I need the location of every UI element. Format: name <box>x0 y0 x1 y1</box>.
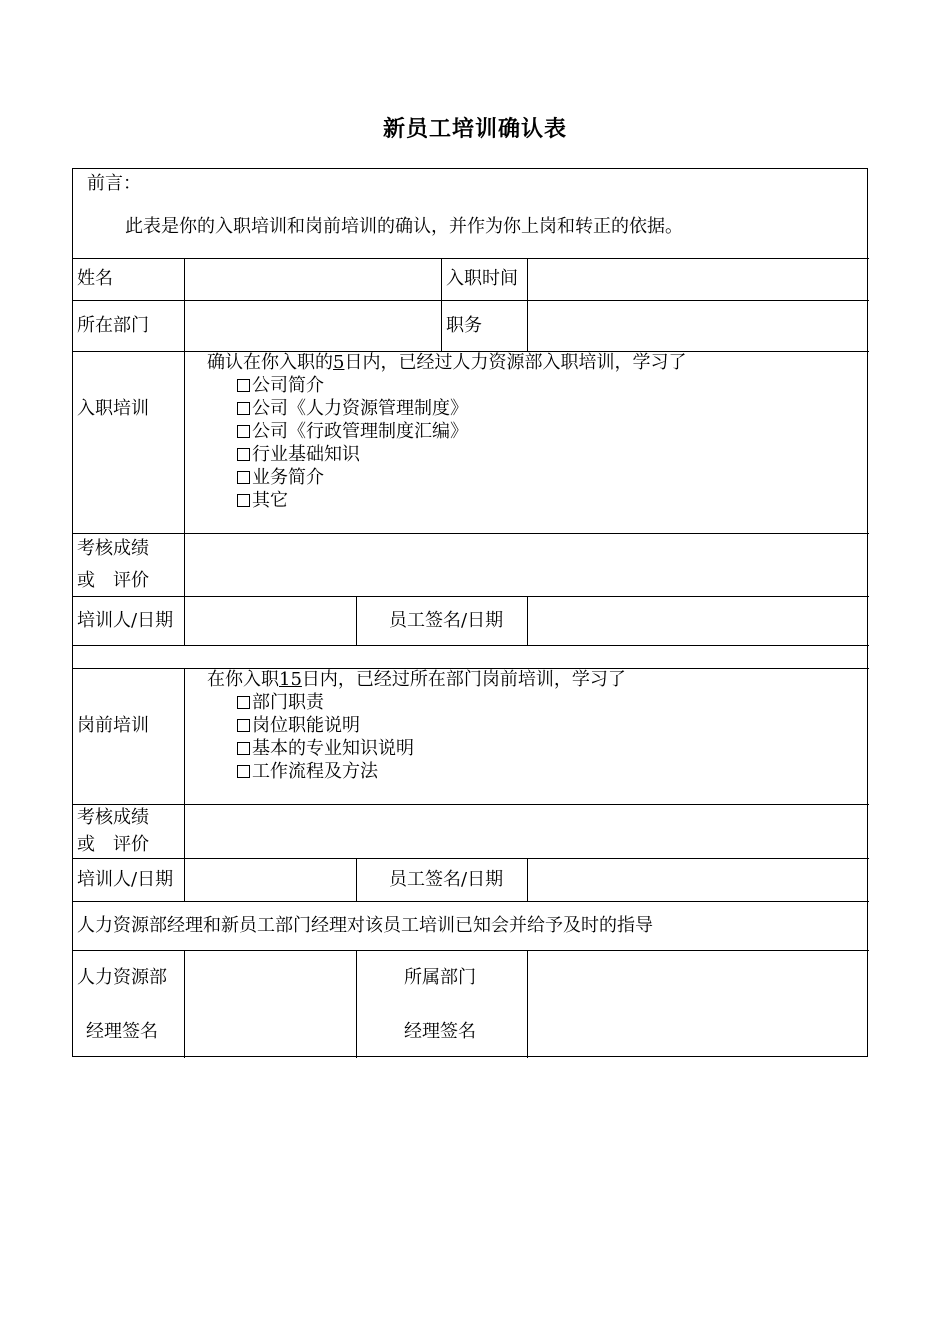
dept-manager-signature-field[interactable] <box>530 953 866 1055</box>
position-label: 职务 <box>446 315 482 336</box>
department-field[interactable] <box>187 303 439 349</box>
hr-manager-signature-field[interactable] <box>187 953 354 1055</box>
preface-label: 前言： <box>87 173 141 194</box>
onboarding-trainer-field[interactable] <box>187 599 354 643</box>
row-divider <box>73 258 869 259</box>
dept-manager-label-2: 经理签名 <box>404 1021 476 1042</box>
onboarding-intro-days: 5 <box>333 352 345 373</box>
preface-text: 此表是你的入职培训和岗前培训的确认，并作为你上岗和转正的依据。 <box>125 216 683 237</box>
onboarding-option[interactable]: 公司简介 <box>237 375 324 397</box>
column-divider <box>356 858 357 901</box>
preposition-employee-field[interactable] <box>530 861 866 899</box>
page-title: 新员工培训确认表 <box>382 117 567 142</box>
preposition-assessment-field[interactable] <box>187 807 866 856</box>
department-label: 所在部门 <box>77 315 149 336</box>
preposition-option[interactable]: 基本的专业知识说明 <box>237 738 414 760</box>
hire-date-label: 入职时间 <box>446 268 518 289</box>
row-divider <box>73 645 869 646</box>
hire-date-field[interactable] <box>530 261 866 298</box>
preposition-option[interactable]: 工作流程及方法 <box>237 761 378 783</box>
column-divider <box>527 258 528 351</box>
name-field[interactable] <box>187 261 439 298</box>
column-divider <box>527 858 528 901</box>
column-divider <box>441 258 442 351</box>
column-divider <box>356 950 357 1058</box>
onboarding-intro-pre: 确认在你入职的 <box>207 352 333 373</box>
onboarding-option[interactable]: 公司《行政管理制度汇编》 <box>237 421 468 443</box>
onboarding-intro-post: 日内，已经过人力资源部入职培训，学习了 <box>344 352 687 373</box>
onboarding-employee-field[interactable] <box>530 599 866 643</box>
column-divider <box>527 596 528 645</box>
row-divider <box>73 858 869 859</box>
row-divider <box>73 950 869 951</box>
preposition-option[interactable]: 岗位职能说明 <box>237 715 360 737</box>
preposition-assessment-label: 考核成绩 <box>77 807 149 828</box>
onboarding-assessment-label-2: 或 评价 <box>77 570 149 591</box>
onboarding-option[interactable]: 公司《人力资源管理制度》 <box>237 398 468 420</box>
onboarding-option[interactable]: 其它 <box>237 490 288 512</box>
column-divider <box>356 596 357 645</box>
onboarding-option[interactable]: 行业基础知识 <box>237 444 360 466</box>
checkbox-icon <box>237 448 250 461</box>
onboarding-option[interactable]: 业务简介 <box>237 467 324 489</box>
preposition-employee-label: 员工签名/日期 <box>389 869 504 890</box>
checkbox-icon <box>237 696 250 709</box>
onboarding-assessment-label: 考核成绩 <box>77 538 149 559</box>
checkbox-icon <box>237 742 250 755</box>
column-divider <box>527 950 528 1058</box>
checkbox-icon <box>237 402 250 415</box>
preposition-assessment-label-2: 或 评价 <box>77 834 149 855</box>
onboarding-trainer-label: 培训人/日期 <box>77 610 174 631</box>
preposition-intro-days: 15 <box>279 669 302 690</box>
column-divider <box>184 668 185 901</box>
preposition-option[interactable]: 部门职责 <box>237 692 324 714</box>
dept-manager-label: 所属部门 <box>404 967 476 988</box>
name-label: 姓名 <box>77 268 113 289</box>
column-divider <box>184 258 185 645</box>
checkbox-icon <box>237 471 250 484</box>
onboarding-intro <box>207 352 686 374</box>
checkbox-icon <box>237 494 250 507</box>
preposition-label: 岗前培训 <box>77 715 149 736</box>
column-divider <box>184 950 185 1058</box>
row-divider <box>73 300 869 301</box>
row-divider <box>73 901 869 902</box>
onboarding-employee-label: 员工签名/日期 <box>389 610 504 631</box>
checkbox-icon <box>237 719 250 732</box>
acknowledgement-text: 人力资源部经理和新员工部门经理对该员工培训已知会并给予及时的指导 <box>77 915 653 936</box>
preposition-trainer-field[interactable] <box>187 861 354 899</box>
onboarding-assessment-field[interactable] <box>187 536 866 594</box>
checkbox-icon <box>237 425 250 438</box>
row-divider <box>73 533 869 534</box>
hr-manager-label-2: 经理签名 <box>86 1021 158 1042</box>
hr-manager-label: 人力资源部 <box>77 967 167 988</box>
preposition-trainer-label: 培训人/日期 <box>77 869 174 890</box>
preposition-intro-pre: 在你入职 <box>207 669 279 690</box>
checkbox-icon <box>237 379 250 392</box>
preposition-intro <box>207 669 626 691</box>
checkbox-icon <box>237 765 250 778</box>
row-divider <box>73 804 869 805</box>
onboarding-label: 入职培训 <box>77 398 149 419</box>
row-divider <box>73 596 869 597</box>
training-confirmation-form <box>72 168 868 1057</box>
position-field[interactable] <box>530 303 866 349</box>
preposition-intro-post: 日内，已经过所在部门岗前培训，学习了 <box>301 669 626 690</box>
